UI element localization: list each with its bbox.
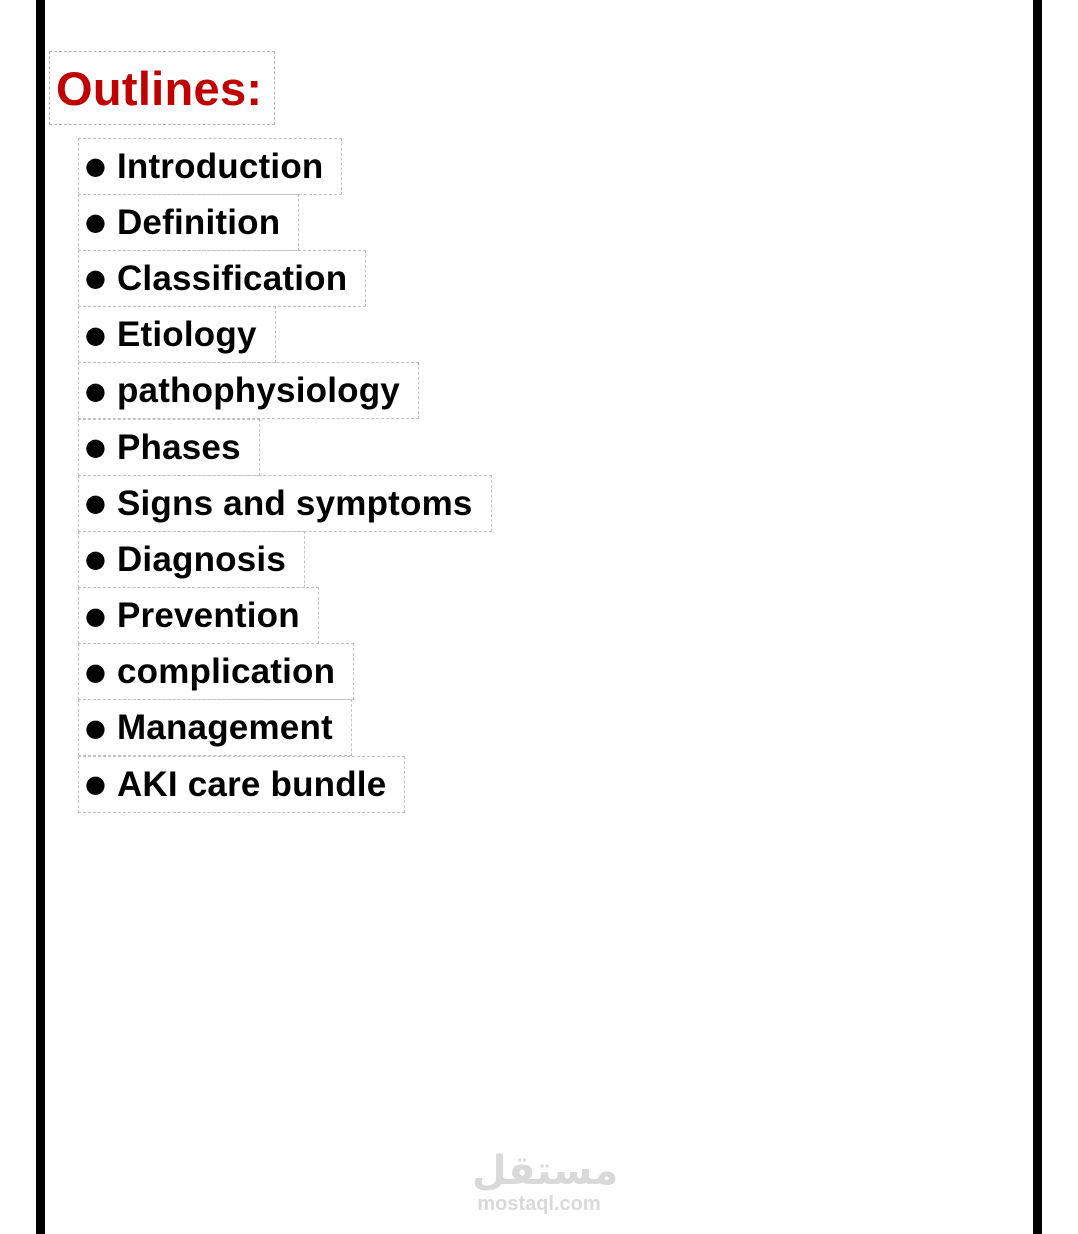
bullet-icon: ● (85, 152, 106, 181)
page-border-right (1033, 0, 1042, 1234)
list-item-label: Classification (116, 258, 348, 298)
list-item-label: Definition (116, 202, 281, 242)
list-item (78, 588, 492, 644)
page-title: Outlines: (56, 61, 263, 115)
watermark-logo: مستقل (472, 1148, 619, 1194)
bullet-icon: ● (85, 433, 106, 462)
bullet-icon: ● (85, 770, 106, 799)
list-item-box (78, 362, 419, 419)
bullet-icon: ● (85, 713, 106, 742)
list-item-box (78, 475, 492, 532)
list-item (78, 307, 492, 363)
list-item-label: complication (116, 652, 336, 692)
title-text-box (49, 51, 275, 125)
list-item-box (78, 643, 354, 700)
list-item-box (78, 699, 352, 756)
list-item-box (78, 194, 299, 251)
bullet-icon: ● (85, 489, 106, 518)
bullet-icon: ● (85, 657, 106, 686)
bullet-icon: ● (85, 545, 106, 574)
bullet-icon: ● (85, 376, 106, 405)
list-item (78, 756, 492, 812)
list-item-box (78, 419, 260, 476)
list-item (78, 419, 492, 475)
list-item-box (78, 138, 342, 195)
list-item-box (78, 587, 319, 644)
list-item (78, 644, 492, 700)
bullet-icon: ● (85, 264, 106, 293)
list-item-label: pathophysiology (116, 371, 400, 411)
list-item-box (78, 531, 305, 588)
list-item (78, 194, 492, 250)
list-item-label: Management (116, 708, 333, 748)
bullet-icon: ● (85, 320, 106, 349)
watermark (472, 1148, 619, 1215)
list-item (78, 475, 492, 531)
list-item-label: Phases (116, 427, 241, 467)
list-item-box (78, 756, 405, 813)
list-item (78, 700, 492, 756)
list-item-box (78, 306, 276, 363)
list-item (78, 531, 492, 587)
list-item-label: Diagnosis (116, 539, 287, 579)
bullet-icon: ● (85, 208, 106, 237)
list-item (78, 250, 492, 306)
list-item (78, 363, 492, 419)
watermark-url: mostaql.com (477, 1193, 601, 1215)
outline-list (78, 138, 492, 812)
list-item-label: Etiology (116, 315, 257, 355)
list-item-label: AKI care bundle (116, 764, 387, 804)
list-item-box (78, 250, 366, 307)
page-border-left (36, 0, 45, 1234)
list-item-label: Signs and symptoms (116, 483, 473, 523)
bullet-icon: ● (85, 601, 106, 630)
list-item (78, 138, 492, 194)
list-item-label: Introduction (116, 146, 324, 186)
list-item-label: Prevention (116, 596, 300, 636)
